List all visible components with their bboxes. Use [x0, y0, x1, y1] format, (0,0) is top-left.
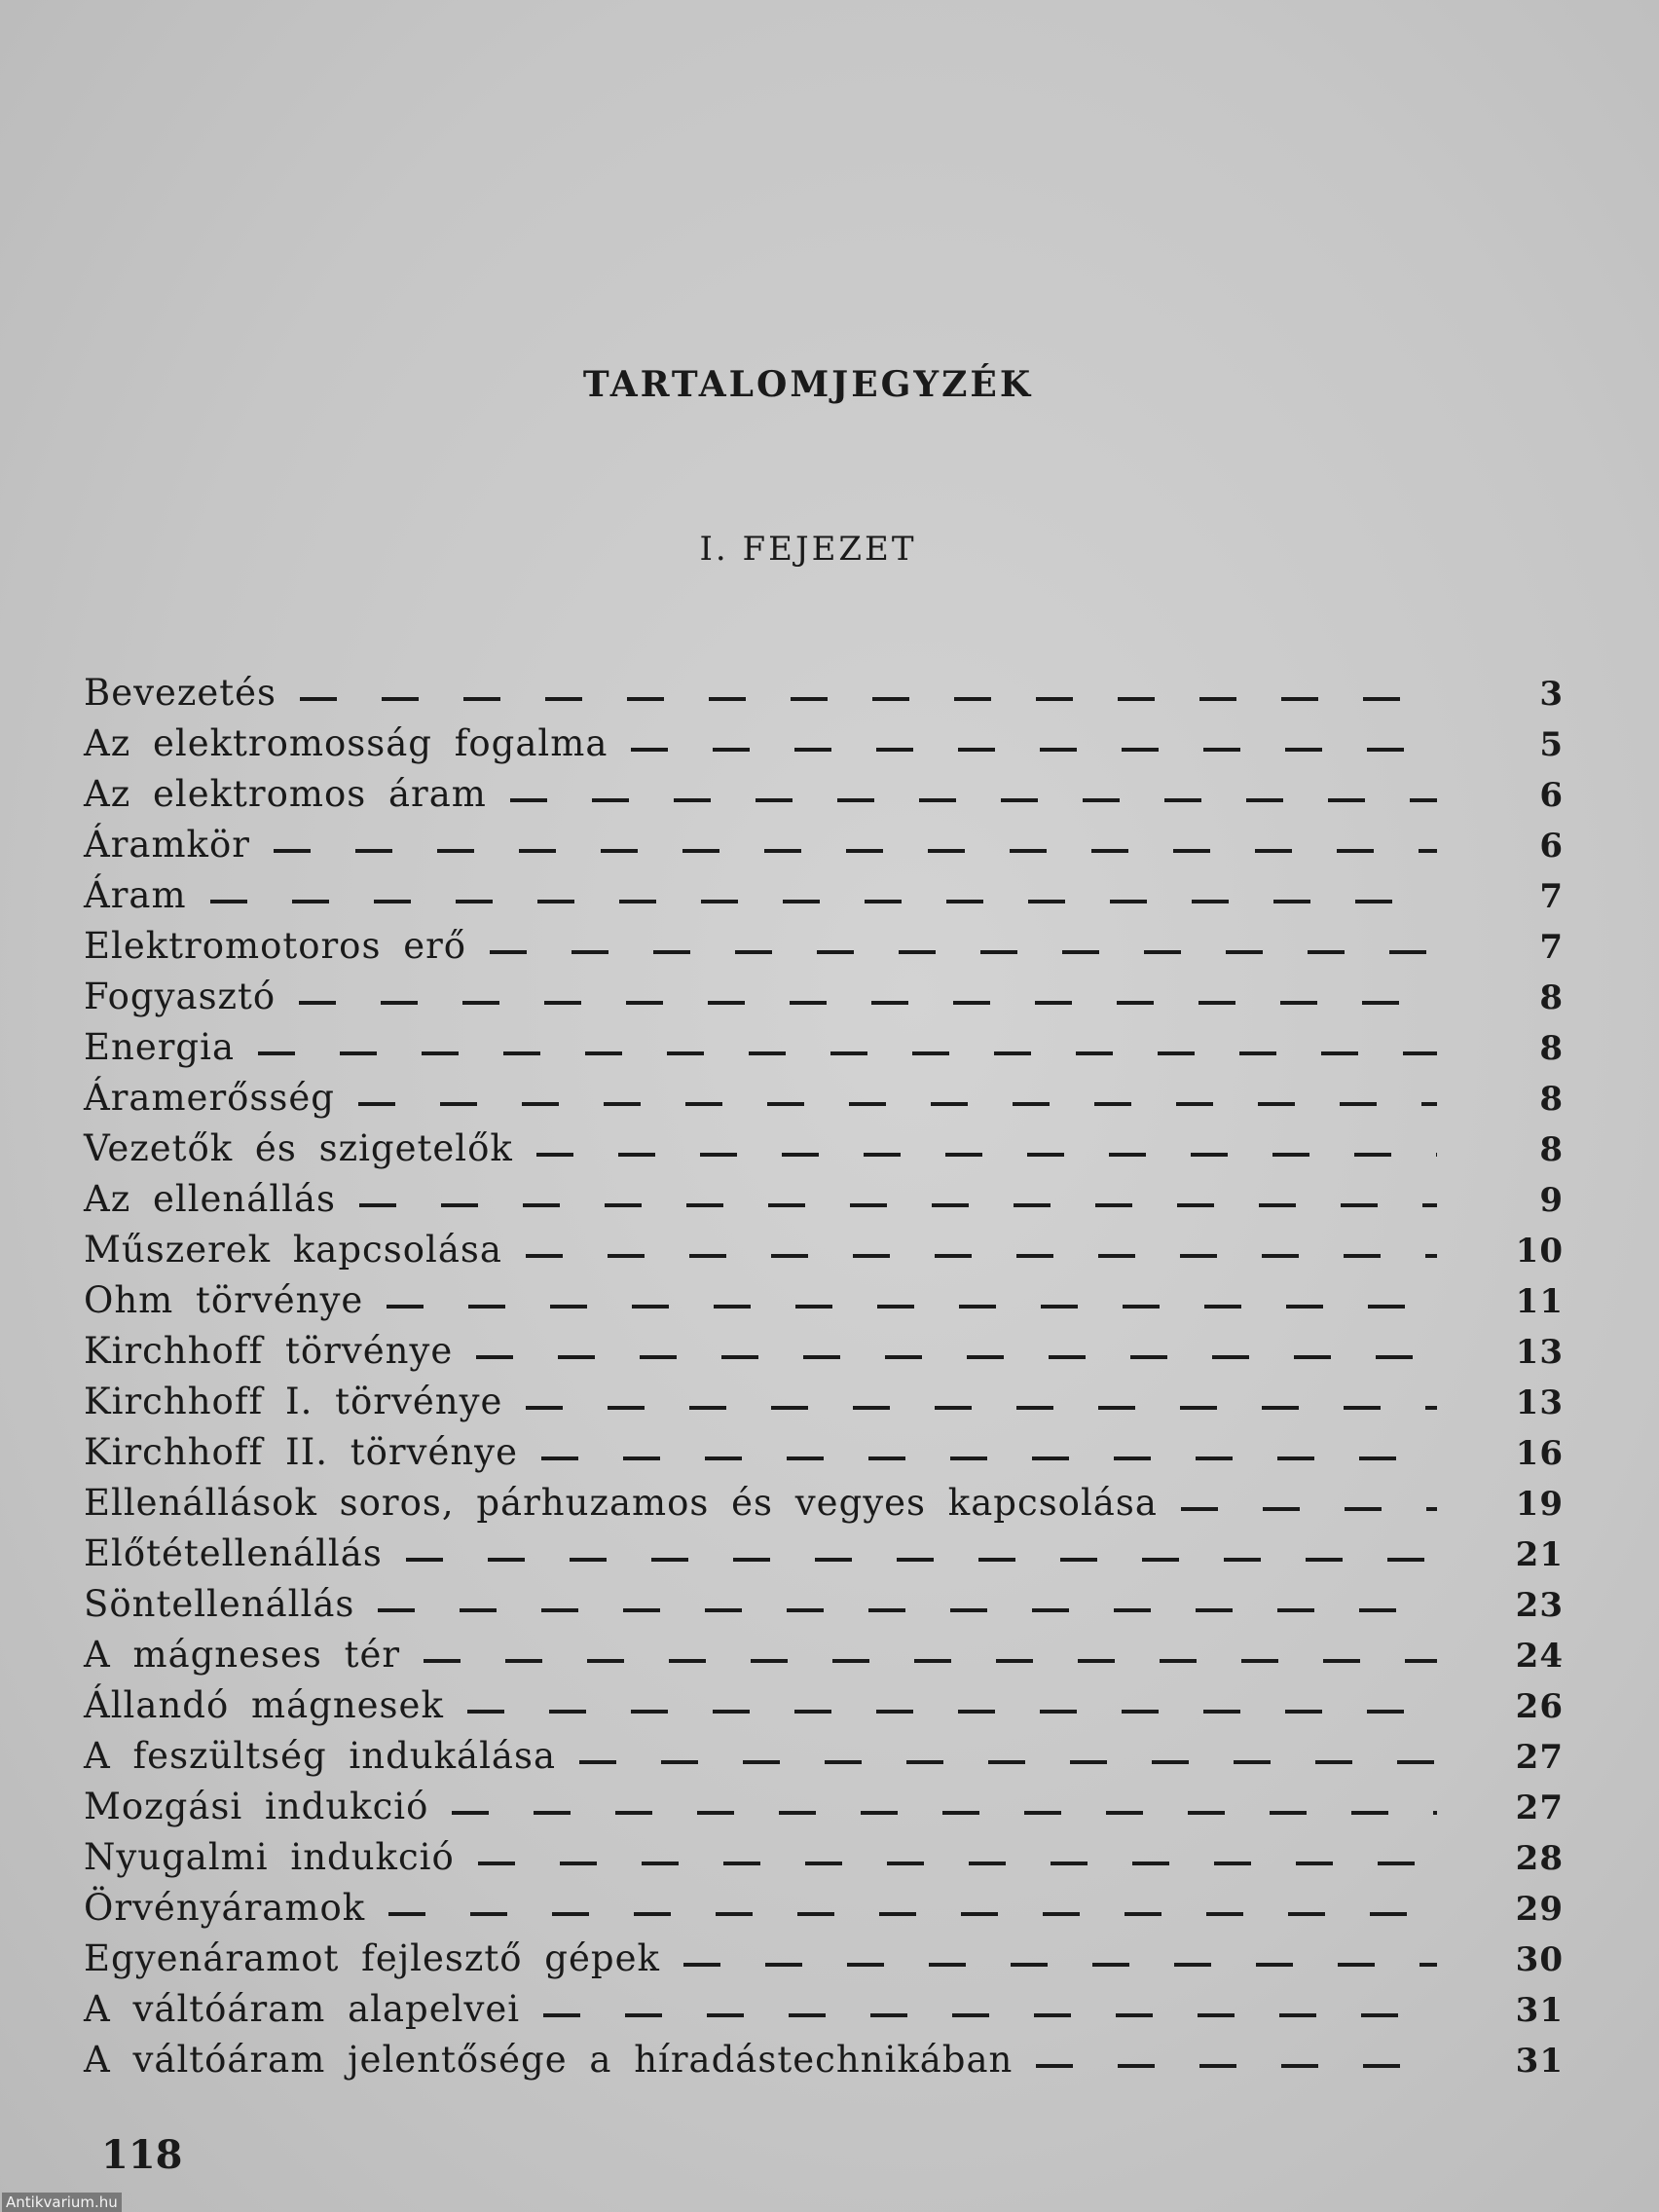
- toc-entry-label: Kirchhoff törvénye: [84, 1330, 454, 1372]
- toc-row: [84, 1381, 1564, 1431]
- toc-page-number: 8: [1539, 1080, 1564, 1119]
- dash-leader: [210, 900, 1437, 903]
- dash-leader: [510, 798, 1437, 802]
- toc-entry-label: Kirchhoff II. törvénye: [84, 1431, 518, 1473]
- toc-row: [84, 1684, 1564, 1735]
- dash-leader: [476, 1355, 1437, 1359]
- dash-leader: [406, 1558, 1437, 1562]
- dash-leader: [579, 1760, 1437, 1764]
- toc-row: [84, 1026, 1564, 1077]
- toc-page-number: 19: [1515, 1485, 1564, 1524]
- toc-entry-label: Nyugalmi indukció: [84, 1836, 455, 1878]
- dash-leader: [631, 748, 1437, 752]
- toc-entry-label: Fogyasztó: [84, 976, 276, 1017]
- toc-entry-label: Az ellenállás: [84, 1178, 337, 1220]
- dash-leader: [490, 950, 1437, 954]
- toc-row: [84, 1786, 1564, 1836]
- table-of-contents: [84, 672, 1564, 2089]
- toc-page-number: 21: [1515, 1535, 1564, 1574]
- toc-row: [84, 925, 1564, 976]
- toc-entry-label: Ohm törvénye: [84, 1279, 364, 1321]
- toc-entry-label: Söntellenállás: [84, 1583, 355, 1625]
- dash-leader: [274, 849, 1437, 853]
- toc-entry-label: Mozgási indukció: [84, 1786, 429, 1827]
- toc-row: [84, 1583, 1564, 1634]
- dash-leader: [299, 1001, 1437, 1005]
- dash-leader: [541, 1456, 1437, 1460]
- dash-leader: [452, 1811, 1437, 1815]
- toc-entry-label: Műszerek kapcsolása: [84, 1229, 502, 1271]
- toc-entry-label: A mágneses tér: [84, 1634, 401, 1676]
- toc-page-number: 16: [1515, 1434, 1564, 1473]
- toc-row: [84, 1634, 1564, 1684]
- toc-page-number: 29: [1515, 1890, 1564, 1929]
- toc-entry-label: Az elektromosság fogalma: [84, 722, 608, 764]
- toc-entry-label: Az elektromos áram: [84, 773, 487, 815]
- dash-leader: [424, 1659, 1437, 1663]
- dash-leader: [359, 1203, 1437, 1207]
- toc-page-number: 8: [1539, 1029, 1564, 1068]
- toc-page-number: 30: [1515, 1940, 1564, 1979]
- dash-leader: [387, 1305, 1437, 1309]
- toc-entry-label: Áram: [84, 874, 187, 916]
- toc-row: [84, 1431, 1564, 1482]
- toc-page-number: 27: [1515, 1738, 1564, 1777]
- toc-entry-label: Áramerősség: [84, 1077, 335, 1119]
- toc-row: [84, 672, 1564, 722]
- toc-page-number: 7: [1539, 877, 1564, 916]
- toc-row: [84, 2039, 1564, 2089]
- toc-entry-label: A váltóáram alapelvei: [84, 1988, 521, 2030]
- toc-entry-label: Előtétellenállás: [84, 1532, 383, 1574]
- toc-row: [84, 1482, 1564, 1532]
- toc-entry-label: A feszültség indukálása: [84, 1735, 557, 1777]
- toc-row: [84, 1735, 1564, 1786]
- toc-row: [84, 824, 1564, 874]
- toc-page-number: 6: [1539, 776, 1564, 815]
- toc-page-number: 5: [1539, 725, 1564, 764]
- toc-entry-label: Bevezetés: [84, 672, 277, 714]
- toc-entry-label: Áramkör: [84, 824, 250, 866]
- toc-row: [84, 1279, 1564, 1330]
- toc-page-number: 9: [1539, 1181, 1564, 1220]
- toc-page-number: 23: [1515, 1586, 1564, 1625]
- dash-leader: [543, 2013, 1437, 2017]
- toc-row: [84, 1836, 1564, 1887]
- toc-page-number: 7: [1539, 928, 1564, 967]
- watermark: Antikvarium.hu: [2, 2193, 122, 2212]
- toc-page-number: 31: [1515, 1991, 1564, 2030]
- dash-leader: [300, 697, 1437, 701]
- dash-leader: [467, 1710, 1437, 1714]
- toc-entry-label: Energia: [84, 1026, 235, 1068]
- dash-leader: [388, 1912, 1437, 1916]
- dash-leader: [1036, 2064, 1437, 2068]
- toc-page-number: 6: [1539, 827, 1564, 866]
- toc-row: [84, 1532, 1564, 1583]
- toc-entry-label: Ellenállások soros, párhuzamos és vegyes kapcsolása: [84, 1482, 1158, 1524]
- toc-page-number: 8: [1539, 978, 1564, 1017]
- toc-row: [84, 1229, 1564, 1279]
- toc-page-number: 28: [1515, 1839, 1564, 1878]
- dash-leader: [478, 1862, 1437, 1865]
- toc-page-number: 8: [1539, 1130, 1564, 1169]
- dash-leader: [683, 1963, 1437, 1967]
- toc-row: [84, 1077, 1564, 1127]
- chapter-heading: I. FEJEZET: [699, 530, 917, 569]
- toc-page-number: 13: [1515, 1383, 1564, 1422]
- toc-row: [84, 1887, 1564, 1937]
- dash-leader: [536, 1153, 1437, 1157]
- dash-leader: [1181, 1507, 1437, 1511]
- toc-row: [84, 1330, 1564, 1381]
- toc-row: [84, 1178, 1564, 1229]
- dash-leader: [526, 1406, 1437, 1410]
- toc-page-number: 10: [1515, 1232, 1564, 1271]
- toc-page-number: 24: [1515, 1637, 1564, 1676]
- toc-entry-label: Örvényáramok: [84, 1887, 366, 1929]
- dash-leader: [378, 1608, 1437, 1612]
- page-number: 118: [101, 2132, 183, 2178]
- toc-entry-label: A váltóáram jelentősége a híradástechnikában: [84, 2039, 1014, 2081]
- toc-row: [84, 773, 1564, 824]
- toc-title: TARTALOMJEGYZÉK: [582, 364, 1034, 405]
- dash-leader: [526, 1254, 1437, 1258]
- toc-page-number: 13: [1515, 1333, 1564, 1372]
- toc-entry-label: Vezetők és szigetelők: [84, 1127, 513, 1169]
- dash-leader: [258, 1051, 1437, 1055]
- toc-row: [84, 722, 1564, 773]
- toc-row: [84, 1937, 1564, 1988]
- toc-page-number: 31: [1515, 2042, 1564, 2081]
- toc-entry-label: Kirchhoff I. törvénye: [84, 1381, 503, 1422]
- toc-entry-label: Elektromotoros erő: [84, 925, 467, 967]
- dash-leader: [358, 1102, 1437, 1106]
- toc-row: [84, 1988, 1564, 2039]
- toc-page-number: 26: [1515, 1687, 1564, 1726]
- toc-entry-label: Egyenáramot fejlesztő gépek: [84, 1937, 660, 1979]
- toc-page-number: 11: [1515, 1282, 1564, 1321]
- toc-row: [84, 976, 1564, 1026]
- toc-page-number: 3: [1539, 675, 1564, 714]
- toc-entry-label: Állandó mágnesek: [84, 1684, 444, 1726]
- toc-row: [84, 1127, 1564, 1178]
- toc-page-number: 27: [1515, 1788, 1564, 1827]
- toc-row: [84, 874, 1564, 925]
